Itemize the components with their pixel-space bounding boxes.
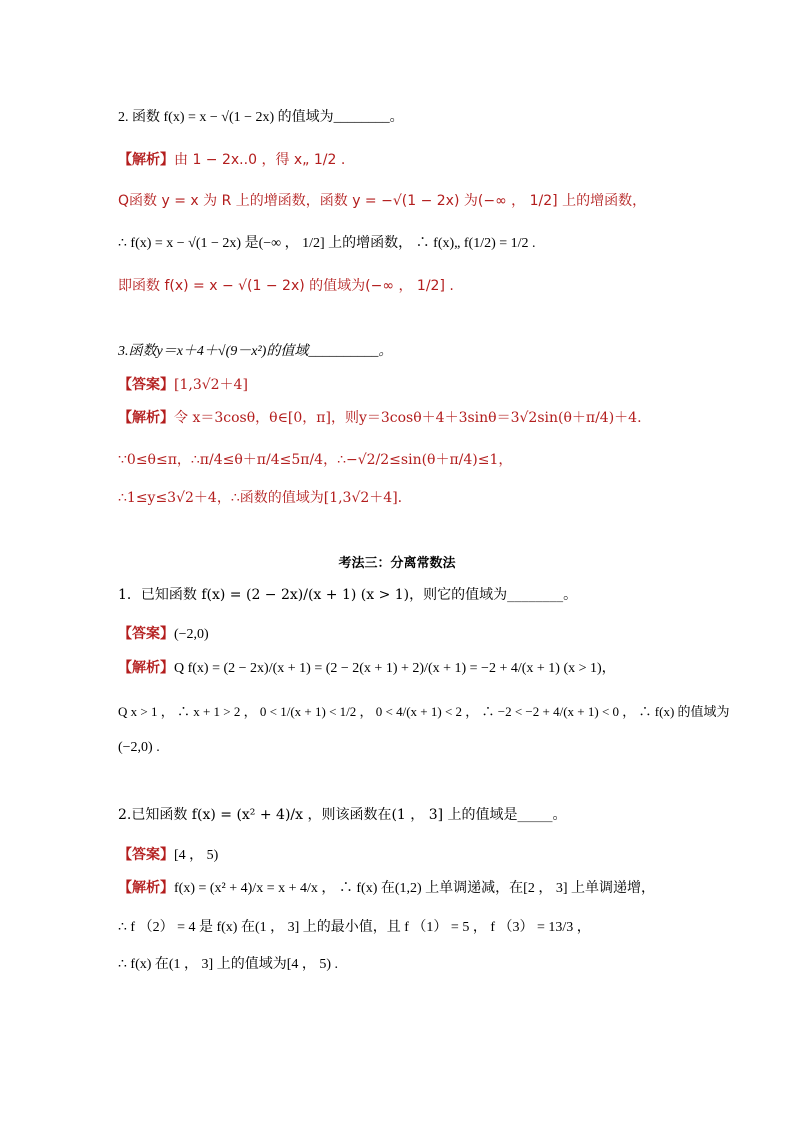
s3q2-analysis-line1 xyxy=(118,878,655,899)
q2-analysis-text1: 由 1 − 2x..0 ，得 x„ 1/2 . xyxy=(174,152,346,168)
s3q1-analysis-line3: (−2,0) . xyxy=(118,740,160,755)
q3-analysis-line3: ∴1≤y≤3√2＋4，∴函数的值域为[1,3√2＋4]. xyxy=(118,490,403,506)
s3q2-question: 2.已知函数 f(x) = (x² + 4)/x ，则该函数在(1 ， 3] 上的值域是_____。 xyxy=(118,807,567,823)
q3-analysis-text1: 令 x＝3cosθ，θ∈[0，π]，则y＝3cosθ＋4＋3sinθ＝3√2sin(θ＋π/4)＋4. xyxy=(174,410,642,426)
q2-analysis-line1 xyxy=(118,150,345,170)
q3-question: 3.函数y＝x＋4＋√(9－x²)的值域__________。 xyxy=(118,344,393,359)
s3q2-analysis-line3: ∴ f(x) 在(1 ， 3] 上的值域为[4 ， 5) . xyxy=(118,957,339,972)
s3q1-analysis-tag: 【解析】 xyxy=(118,660,174,676)
q3-analysis-line2: ∵0≤θ≤π，∴π/4≤θ＋π/4≤5π/4，∴−√2/2≤sin(θ＋π/4)≤1， xyxy=(118,452,513,468)
s3q1-answer-text: (−2,0) xyxy=(174,627,209,642)
section-heading: 考法三：分离常数法 xyxy=(338,556,456,571)
s3q2-analysis-text1: f(x) = (x² + 4)/x = x + 4/x ， ∴ f(x) 在(1,2) 上单调递减，在[2 ， 3] 上单调递增， xyxy=(174,881,656,896)
s3q1-analysis-text1: Q f(x) = (2 − 2x)/(x + 1) = (2 − 2(x + 1) + 2)/(x + 1) = −2 + 4/(x + 1) (x > 1)， xyxy=(174,661,616,676)
q3-answer-tag: 【答案】 xyxy=(118,377,174,393)
s3q1-question: 1．已知函数 f(x) = (2 − 2x)/(x + 1) (x > 1)，则它的值域为________。 xyxy=(118,587,578,603)
s3q2-answer-tag: 【答案】 xyxy=(118,847,174,863)
q2-analysis-tag: 【解析】 xyxy=(118,152,174,168)
q2-analysis-line4: 即函数 f(x) = x − √(1 − 2x) 的值域为(−∞ ， 1/2] . xyxy=(118,278,454,294)
q3-answer-text: [1,3√2＋4] xyxy=(174,377,248,393)
s3q1-analysis-line2: Q x > 1 ， ∴ x + 1 > 2 ， 0 < 1/(x + 1) < 1/2 ， 0 < 4/(x + 1) < 2 ， ∴ −2 < −2 + 4/(x + 1) < 0 ， ∴ f(x) 的值域为 xyxy=(118,704,730,719)
s3q1-answer-line xyxy=(118,624,209,645)
s3q2-answer-line xyxy=(118,845,218,866)
q3-analysis-line1 xyxy=(118,408,642,428)
q3-answer-line xyxy=(118,375,248,395)
q3-analysis-tag: 【解析】 xyxy=(118,410,174,426)
q2-question: 2. 函数 f(x) = x − √(1 − 2x) 的值域为________。 xyxy=(118,110,404,125)
s3q1-answer-tag: 【答案】 xyxy=(118,626,174,642)
s3q1-analysis-line1 xyxy=(118,658,616,679)
q2-analysis-line3: ∴ f(x) = x − √(1 − 2x) 是(−∞ ， 1/2] 上的增函数， ∴ f(x)„ f(1/2) = 1/2 . xyxy=(118,236,536,251)
q2-analysis-line2: Q函数 y = x 为 R 上的增函数，函数 y = −√(1 − 2x) 为(−∞ ， 1/2] 上的增函数， xyxy=(118,193,647,209)
s3q2-answer-text: [4 ， 5) xyxy=(174,848,219,863)
s3q2-analysis-line2: ∴ f （2） = 4 是 f(x) 在(1 ， 3] 上的最小值，且 f （1） = 5 ， f （3） = 13/3 ， xyxy=(118,920,591,935)
s3q2-analysis-tag: 【解析】 xyxy=(118,880,174,896)
